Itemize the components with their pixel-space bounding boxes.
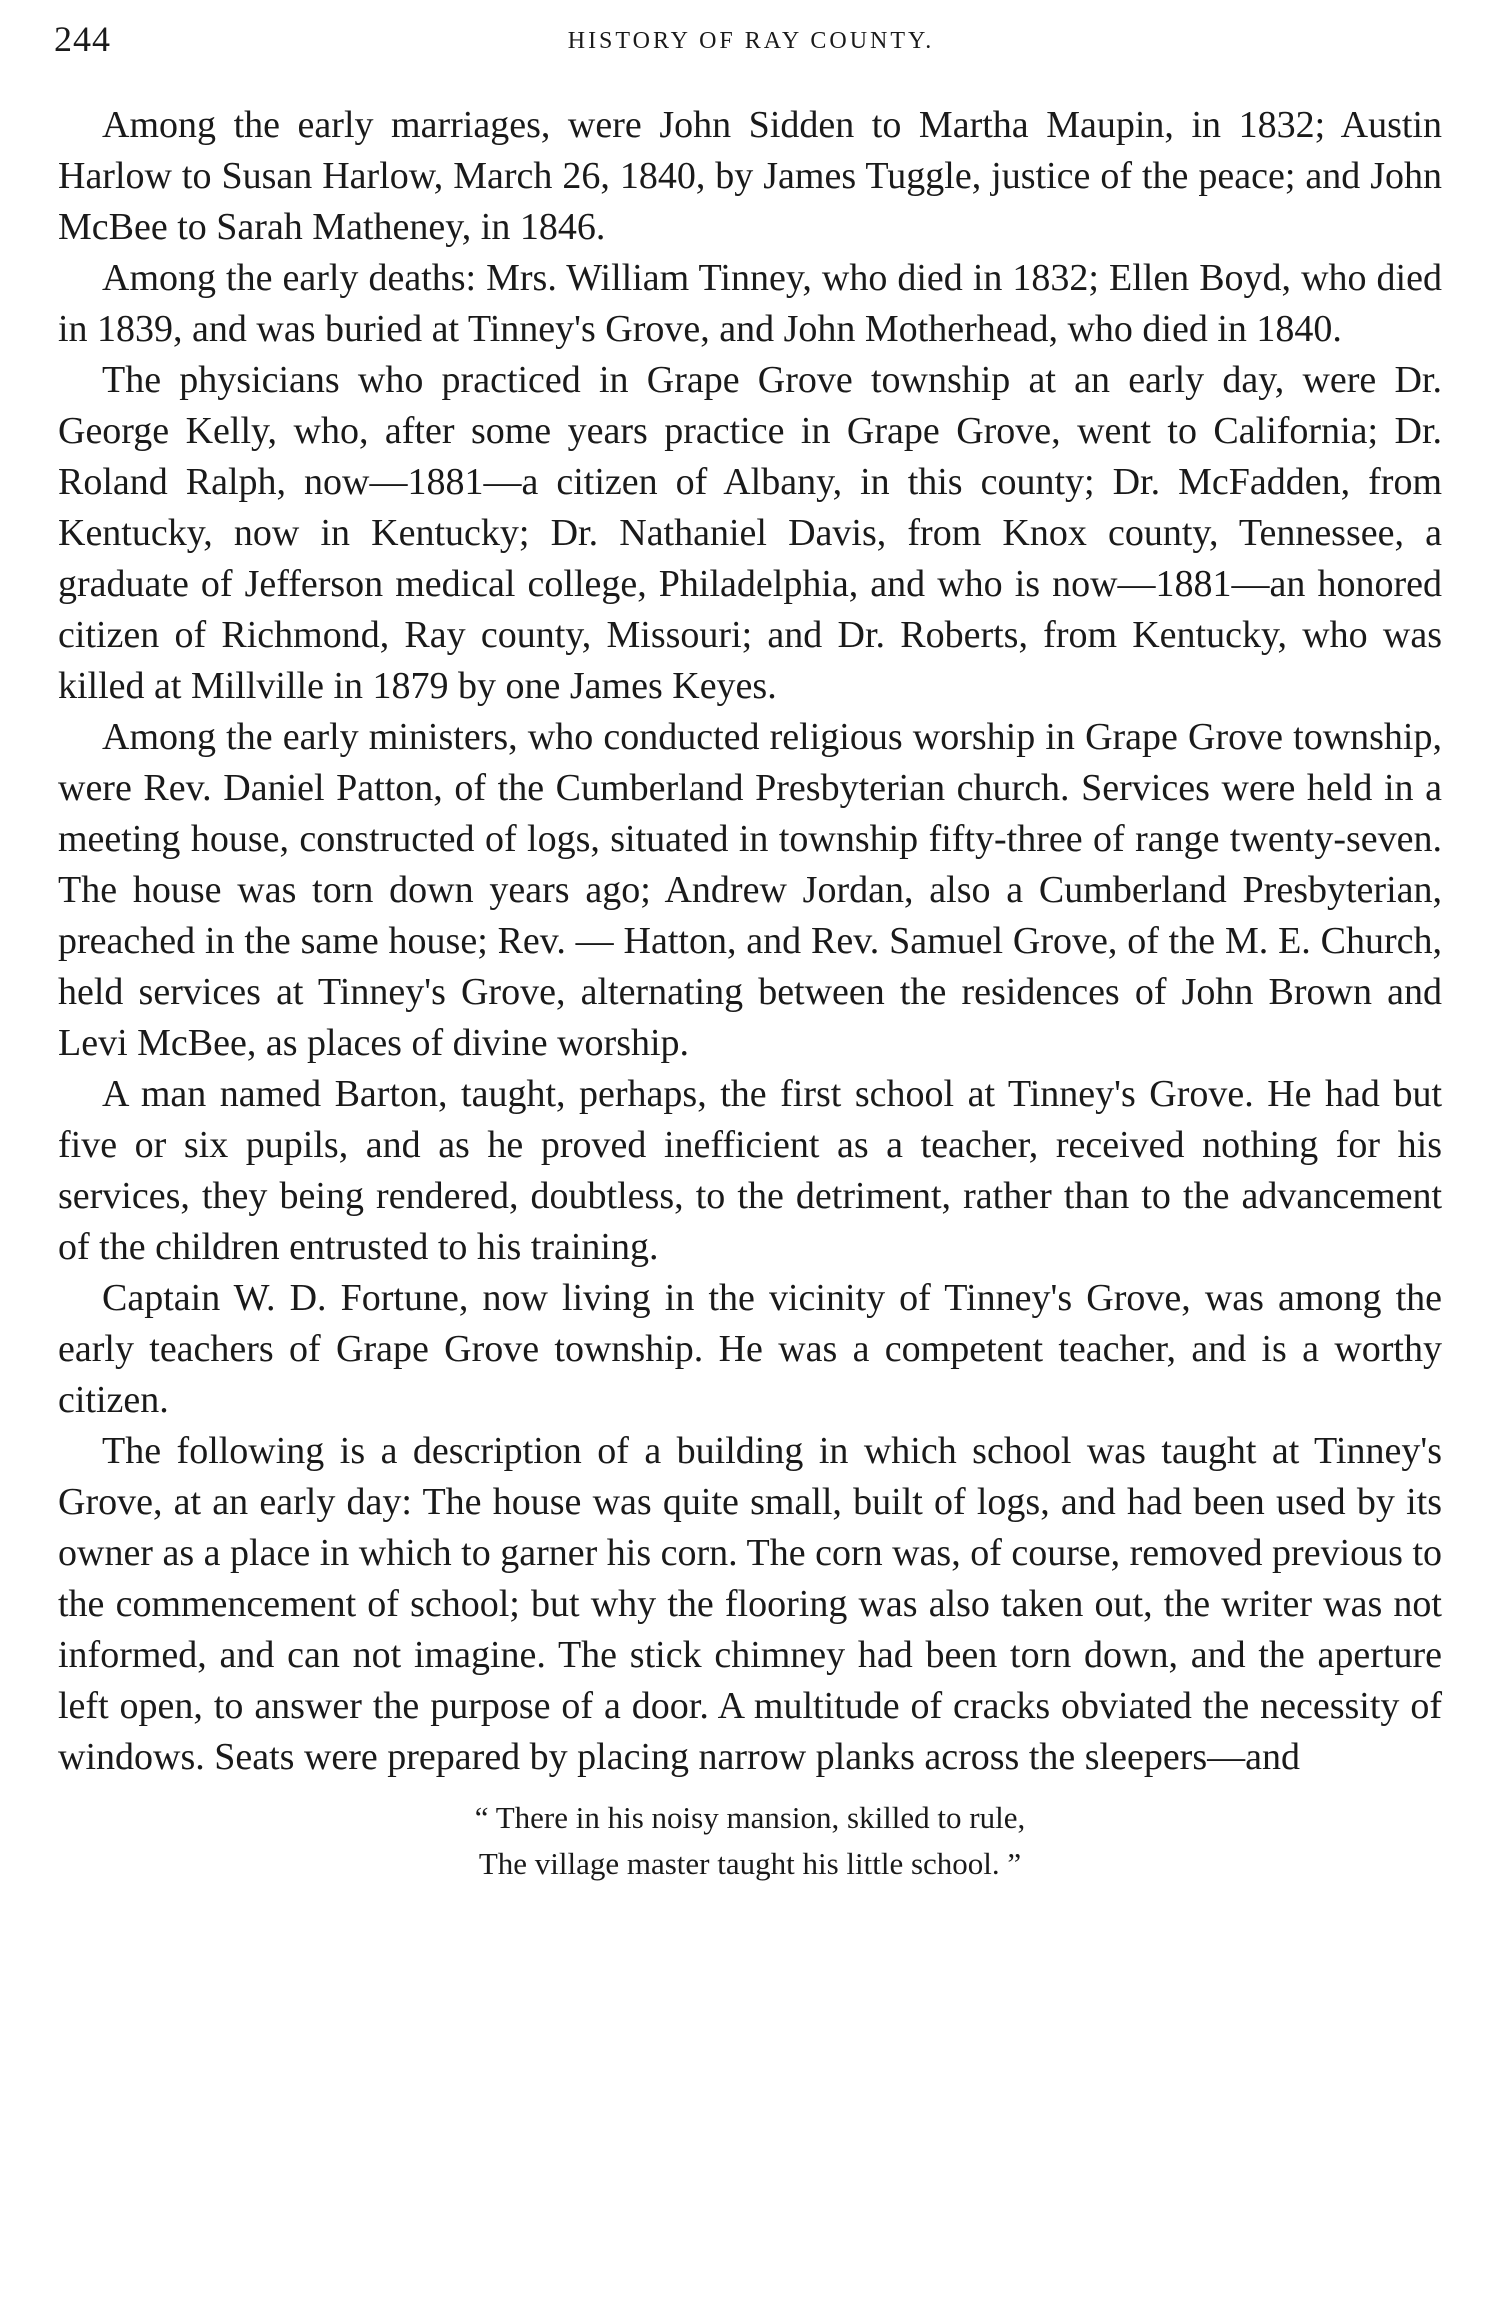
verse-line-2: The village master taught his little school. ” (478, 1846, 1022, 1881)
paragraph-physicians: The physicians who practiced in Grape Grove township at an early day, were Dr. George Kelly, who, after some years practice in Grape Grove, went to California; Dr. Roland Ralph, now—1881—a citizen of Albany, in this county; Dr. McFadden, from Kentucky, now in Kentucky; Dr. Nathaniel Davis, from Knox county, Tennessee, a graduate of Jefferson medical college, Philadelphia, and who is now—1881—an honored citizen of Richmond, Ray county, Missouri; and Dr. Roberts, from Kentucky, who was killed at Millville in 1879 by one James Keyes. (58, 359, 1442, 707)
verse-quote (58, 1795, 1442, 1887)
paragraph-captain-fortune: Captain W. D. Fortune, now living in the vicinity of Tinney's Grove, was among the early teachers of Grape Grove township. He was a competent teacher, and is a worthy citizen. (58, 1277, 1442, 1421)
verse-line-1: “ There in his noisy mansion, skilled to rule, (474, 1800, 1026, 1835)
page-number: 244 (54, 19, 111, 59)
paragraph-school-building: The following is a description of a building in which school was taught at Tinney's Grove, at an early day: The house was quite small, built of logs, and had been used by its owner as a place in which to garner his corn. The corn was, of course, removed previous to the commencement of school; but why the flooring was also taken out, the writer was not informed, and can not imagine. The stick chimney had been torn down, and the aperture left open, to answer the purpose of a door. A multitude of cracks obviated the necessity of windows. Seats were prepared by placing narrow planks across the sleepers—and (58, 1430, 1442, 1778)
running-title: HISTORY OF RAY COUNTY. (567, 28, 935, 54)
running-head (54, 16, 1448, 66)
paragraph-early-marriages: Among the early marriages, were John Sidden to Martha Maupin, in 1832; Austin Harlow to Susan Harlow, March 26, 1840, by James Tuggle, justice of the peace; and John McBee to Sarah Matheney, in 1846. (58, 104, 1442, 248)
body-text (58, 100, 1442, 1887)
paragraph-early-deaths: Among the early deaths: Mrs. William Tinney, who died in 1832; Ellen Boyd, who died in 1839, and was buried at Tinney's Grove, and John Motherhead, who died in 1840. (58, 257, 1442, 350)
paragraph-first-school: A man named Barton, taught, perhaps, the first school at Tinney's Grove. He had but five or six pupils, and as he proved inefficient as a teacher, received nothing for his services, they being rendered, doubtless, to the detriment, rather than to the advancement of the children entrusted to his training. (58, 1073, 1442, 1268)
paragraph-ministers: Among the early ministers, who conducted religious worship in Grape Grove township, were Rev. Daniel Patton, of the Cumberland Presbyterian church. Services were held in a meeting house, constructed of logs, situated in township fifty-three of range twenty-seven. The house was torn down years ago; Andrew Jordan, also a Cumberland Presbyterian, preached in the same house; Rev. — Hatton, and Rev. Samuel Grove, of the M. E. Church, held services at Tinney's Grove, alternating between the residences of John Brown and Levi McBee, as places of divine worship. (58, 716, 1442, 1064)
